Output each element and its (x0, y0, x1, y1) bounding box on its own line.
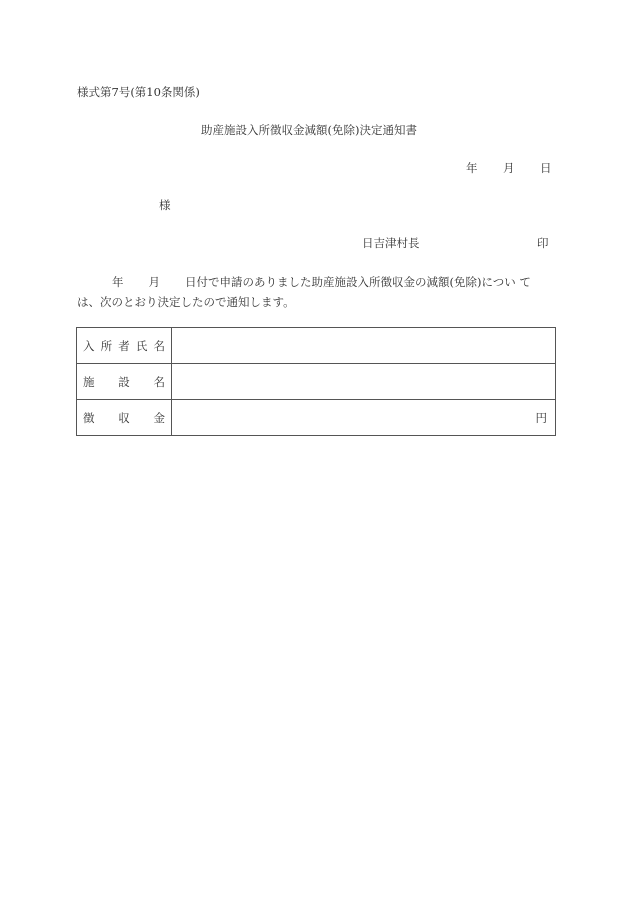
value-facility-name[interactable] (172, 364, 556, 400)
issue-date (466, 160, 552, 176)
table-row-facility-name (77, 364, 556, 400)
label-resident-name (77, 328, 172, 364)
date-year-label: 年 (466, 161, 478, 175)
table-row-resident-name (77, 328, 556, 364)
document-title: 助産施設入所徴収金減額(免除)決定通知書 (201, 123, 417, 137)
body-month-label: 月 (148, 275, 160, 289)
body-line-1-text: 日付で申請のありました助産施設入所徴収金の減額(免除)につい て (185, 275, 531, 289)
label-facility-name (77, 364, 172, 400)
label-char: 氏 (135, 338, 148, 353)
label-char: 者 (118, 338, 130, 353)
label-char: 収 (118, 410, 130, 425)
date-day-label: 日 (540, 161, 552, 175)
label-char: 施 (83, 374, 95, 389)
seal-mark: 印 (537, 236, 549, 250)
label-char: 所 (100, 338, 113, 353)
label-collection-fee (77, 400, 172, 436)
form-number: 様式第7号(第10条関係) (77, 85, 200, 99)
table-row-collection-fee (77, 400, 556, 436)
value-resident-name[interactable] (172, 328, 556, 364)
date-month-label: 月 (503, 161, 515, 175)
addressee-suffix: 様 (159, 198, 171, 212)
details-table (76, 327, 556, 436)
label-char: 金 (153, 410, 165, 425)
body-year-label: 年 (112, 275, 124, 289)
value-collection-fee[interactable]: 円 (172, 400, 556, 436)
label-char: 設 (118, 374, 130, 389)
label-char: 名 (153, 338, 165, 353)
label-char: 入 (83, 338, 95, 353)
label-char: 徴 (83, 410, 95, 425)
notification-body (77, 272, 555, 312)
body-line-2: は、次のとおり決定したので通知します。 (77, 295, 295, 309)
body-line-1 (77, 272, 555, 292)
issuer-name: 日吉津村長 (362, 236, 420, 250)
label-char: 名 (153, 374, 165, 389)
